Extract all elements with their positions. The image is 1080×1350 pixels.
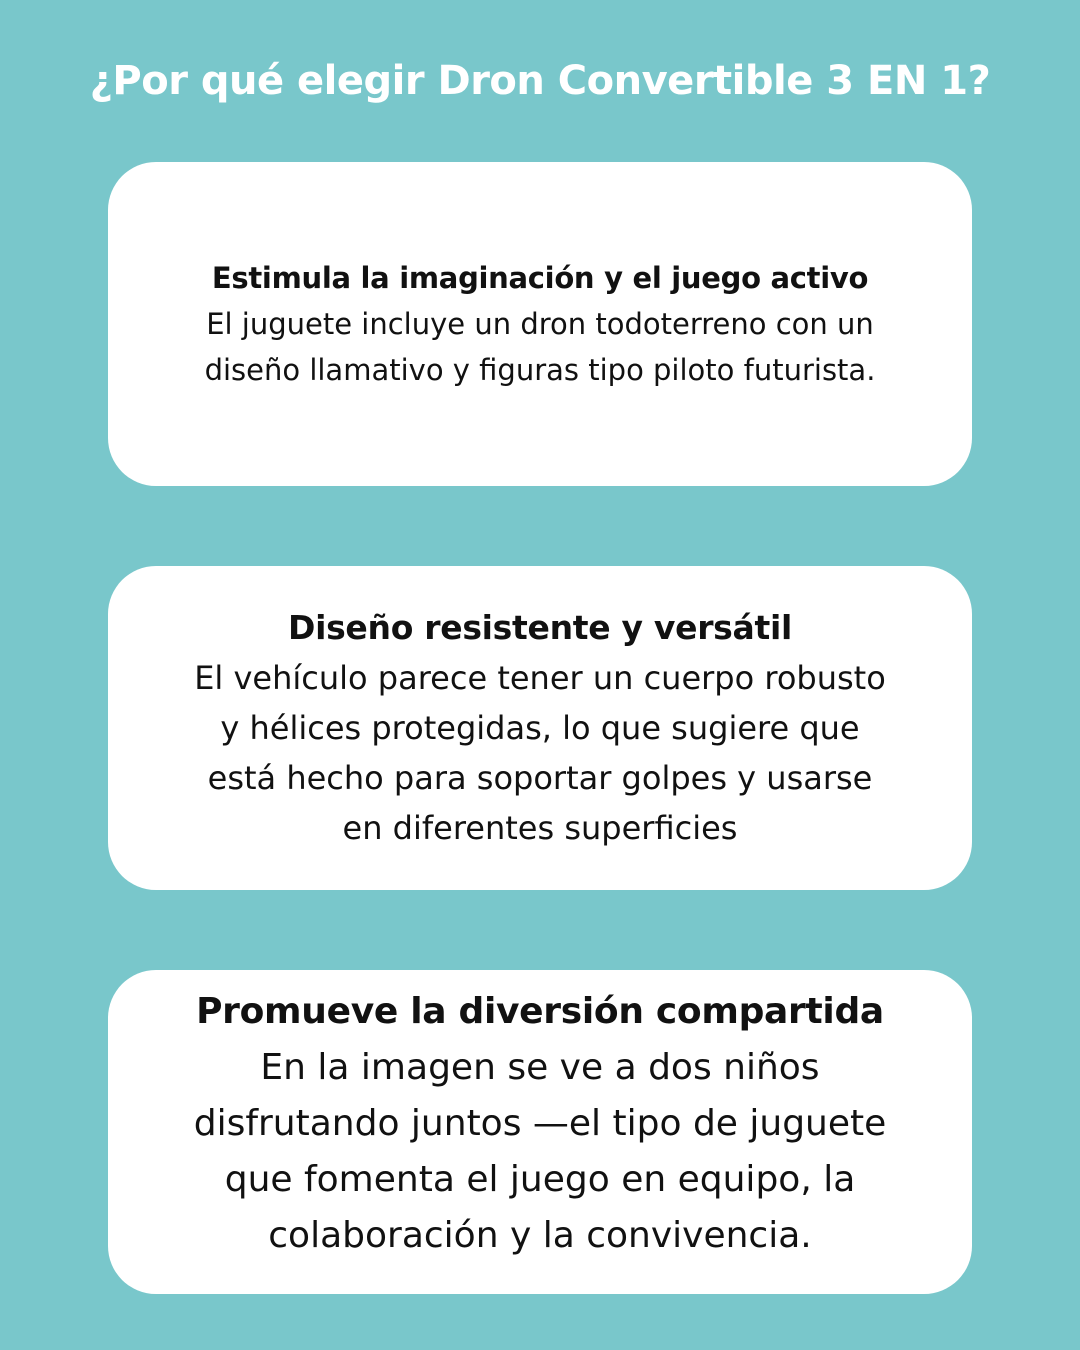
card-description-line: El vehículo parece tener un cuerpo robusto	[194, 659, 886, 697]
card-heading: Promueve la diversión compartida	[196, 991, 884, 1032]
card-description-line: disfrutando juntos —el tipo de juguete	[193, 1103, 887, 1144]
card-description	[194, 1040, 887, 1264]
card-description-line: El juguete incluye un dron todoterreno con un	[206, 307, 874, 341]
feature-card-durability	[108, 566, 972, 890]
card-description	[194, 653, 886, 853]
card-description	[205, 301, 876, 393]
card-description-line: que fomenta el juego en equipo, la	[224, 1159, 856, 1200]
card-heading: Diseño resistente y versátil	[287, 608, 792, 647]
feature-card-shared-fun	[108, 970, 972, 1294]
card-description-line: diseño llamativo y figuras tipo piloto futurista.	[204, 353, 876, 387]
card-description-line: colaboración y la convivencia.	[268, 1215, 812, 1256]
feature-card-imagination	[108, 162, 972, 486]
card-description-line: está hecho para soportar golpes y usarse	[207, 759, 873, 797]
card-description-line: en diferentes superficies	[342, 809, 738, 847]
card-description-line: En la imagen se ve a dos niños	[260, 1047, 820, 1088]
card-description-line: y hélices protegidas, lo que sugiere que	[220, 709, 860, 747]
card-heading: Estimula la imaginación y el juego activo	[211, 261, 869, 295]
page-title: ¿Por qué elegir Dron Convertible 3 EN 1?	[89, 58, 991, 104]
